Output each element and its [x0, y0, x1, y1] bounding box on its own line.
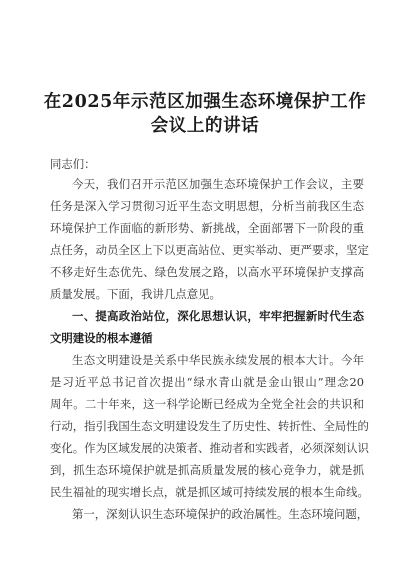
paragraph-line: 是习近平总书记首次提出“绿水青山就是金山银山”理念20 [50, 375, 364, 389]
paragraph-line: 今天，我们召开示范区加强生态环境保护工作会议，主要 [72, 177, 364, 191]
paragraph-line: 到，抓生态环境保护就是抓高质量发展的核心竞争力，就是抓 [50, 463, 364, 477]
paragraph-line: 周年。二十年来，这一科学论断已经成为全党全社会的共识和 [50, 397, 364, 411]
paragraph-line: 变化。作为区域发展的决策者、推动者和实践者，必须深刻认识 [50, 441, 369, 455]
section-heading-line-2: 文明建设的根本遵循 [50, 331, 153, 345]
paragraph-line: 环境保护工作面临的新形势、新挑战，全面部署下一阶段的重 [50, 221, 364, 235]
document-title-line-1: 在2025年示范区加强生态环境保护工作 [43, 92, 367, 112]
paragraph-line: 质量发展。下面，我讲几点意见。 [50, 287, 221, 301]
section-heading-line-1: 一、提高政治站位，深化思想认识，牢牢把握新时代生态 [72, 309, 364, 323]
paragraph-line: 任务是深入学习贯彻习近平生态文明思想，分析当前我区生态 [50, 199, 364, 213]
paragraph-line: 行动，指引我国生态文明建设发生了历史性、转折性、全局性的 [50, 419, 369, 433]
paragraph-line: 民生福祉的现实增长点，就是抓区域可持续发展的根本生命线。 [50, 485, 369, 499]
paragraph-line: 点任务，动员全区上下以更高站位、更实举动、更严要求，坚定 [50, 243, 369, 257]
paragraph-line: 不移走好生态优先、绿色发展之路，以高水平环境保护支撑高 [50, 265, 364, 279]
salutation: 同志们： [50, 157, 96, 171]
paragraph-line: 生态文明建设是关系中华民族永续发展的根本大计。今年 [72, 353, 364, 367]
document-title-line-2: 会议上的讲话 [150, 116, 260, 136]
paragraph-line: 第一，深刻认识生态环境保护的政治属性。生态环境问题， [72, 507, 369, 521]
